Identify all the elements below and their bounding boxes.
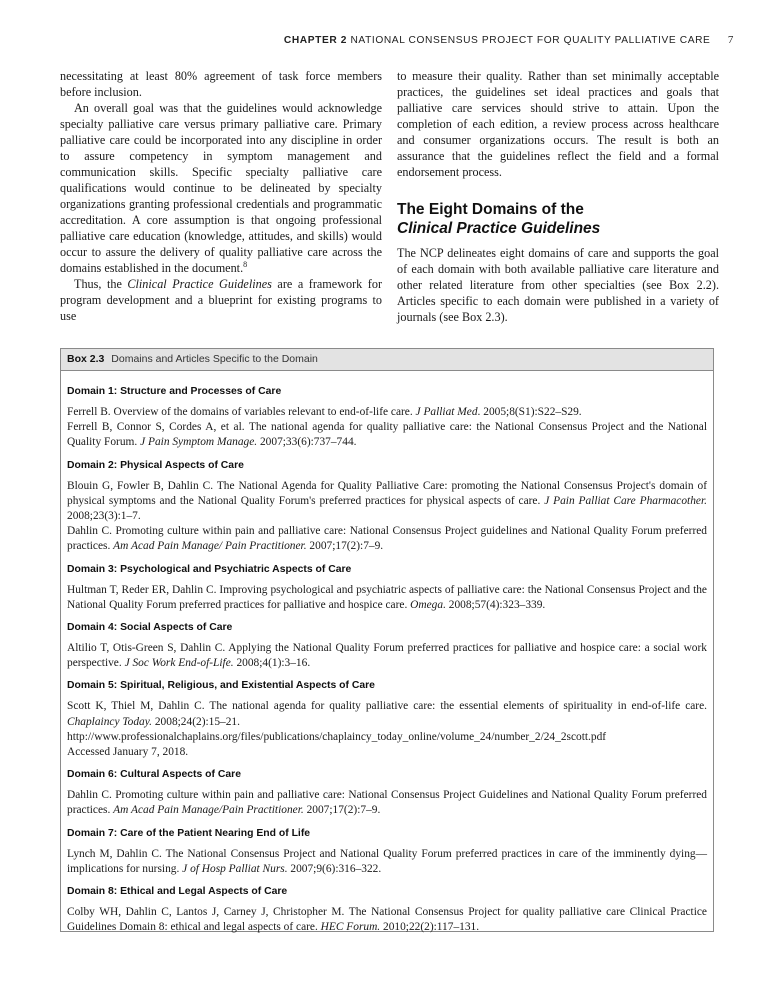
domain-section: [67, 768, 707, 818]
reference-text[interactable]: http://www.professionalchaplains.org/files/publications/chaplaincy_today_online/volume_24/number_2/24_2scott.pdf: [67, 730, 607, 743]
box-body: [61, 371, 713, 935]
citation-details: . 2005;8(S1):S22–S29.: [477, 406, 582, 418]
citation-details: 2007;17(2):7–9.: [303, 804, 381, 817]
domain-section: [67, 827, 707, 877]
citation-details: 2008;24(2):15–21.: [152, 715, 240, 728]
domain-title: Domain 5: Spiritual, Religious, and Existential Aspects of Care: [67, 680, 375, 692]
reference-entry: [67, 524, 707, 554]
reference-text: Dahlin C. Promoting culture within pain and palliative care: National Consensus Project guidelines and National Quality Forum preferred practices.: [67, 525, 707, 553]
section-heading-line-2: Clinical Practice Guidelines: [397, 220, 601, 237]
journal-name: HEC Forum.: [320, 921, 381, 934]
reference-text: Altilio T, Otis-Green S, Dahlin C. Applying the National Quality Forum preferred practices for palliative and hospice care: a social work perspective.: [67, 642, 707, 670]
citation-details: 2007;17(2):7–9.: [306, 540, 384, 553]
section-heading-line-1: The Eight Domains of the: [397, 201, 584, 218]
domain-title: Domain 7: Care of the Patient Nearing End of Life: [67, 827, 311, 839]
footnote-ref[interactable]: 8: [243, 259, 248, 269]
journal-name: J of Hosp Palliat Nurs.: [182, 862, 288, 875]
domain-title: Domain 3: Psychological and Psychiatric Aspects of Care: [67, 563, 352, 575]
journal-name: Omega.: [410, 598, 446, 611]
reference-text: Ferrell B, Connor S, Cordes A, et al. The national agenda for quality palliative care: the National Consensus Project and the National Quality Forum.: [67, 421, 707, 449]
reference-entry: [67, 583, 707, 613]
citation-details: 2007;33(6):737–744.: [257, 436, 357, 449]
right-paragraph-1: to measure their quality. Rather than set minimally acceptable practices, the guidelines set ideal practices and goals that palliative care services should strive to attain. Upon the completion of each edition, a review process across healthcare and consumer organizations occurs. The result is both an assurance that the guidelines reflect the field and a formal endorsement process.: [397, 69, 719, 179]
chapter-label: CHAPTER 2: [283, 35, 348, 46]
reference-text: Accessed January 7, 2018.: [67, 746, 189, 759]
domain-title: Domain 6: Cultural Aspects of Care: [67, 769, 241, 781]
reference-text: Dahlin C. Promoting culture within pain and palliative care: National Consensus Project Guidelines and National Quality Forum preferred practices.: [67, 789, 707, 817]
left-paragraph-2-text: An overall goal was that the guidelines would acknowledge specialty palliative care versus primary palliative care. Primary palliative care could be incorporated into any discipline in order to assure competency in symptom management and communication skills. Specific specialty palliative care qualifications would continue to be delineated by specialty organizations granting professional credentials and programmatic accreditation. A core assumption is that ongoing professional palliative care education (knowledge, attitudes, and skills) would occur to assure the delivery of quality palliative care across the domains established in the document.: [60, 101, 382, 275]
left-paragraph-3-pre: Thus, the: [74, 277, 128, 291]
right-column: [397, 68, 719, 325]
citation-details: 2008;4(1):3–16.: [233, 657, 311, 670]
domain-section: [67, 679, 707, 760]
left-paragraph-3-italic: Clinical Practice Guidelines: [127, 277, 272, 291]
domain-section: [67, 385, 707, 451]
box-caption: Domains and Articles Specific to the Domain: [111, 353, 318, 365]
reference-entry: [67, 745, 707, 760]
reference-text: Lynch M, Dahlin C. The National Consensus Project and National Quality Forum preferred practices in care of the imminently dying—implications for nursing.: [67, 847, 707, 875]
domain-title: Domain 8: Ethical and Legal Aspects of Care: [67, 886, 288, 898]
box-label: Box 2.3: [67, 353, 105, 365]
chapter-title: NATIONAL CONSENSUS PROJECT FOR QUALITY PALLIATIVE CARE: [350, 35, 711, 46]
reference-entry: [67, 405, 707, 420]
reference-text: Ferrell B. Overview of the domains of variables relevant to end-of-life care.: [67, 406, 416, 418]
reference-entry: [67, 905, 707, 935]
right-paragraph-2: The NCP delineates eight domains of care and supports the goal of each domain with both available palliative care literature and other related literature from other specialties (see Box 2.2). Articles specific to each domain were published in a variety of journals (see Box 2.3).: [397, 246, 719, 324]
reference-entry: [67, 699, 707, 729]
citation-details: 2010;22(2):117–131.: [380, 921, 480, 934]
reference-text: Colby WH, Dahlin C, Lantos J, Carney J, Christopher M. The National Consensus Project for quality palliative care Clinical Practice Guidelines Domain 8: ethical and legal aspects of care.: [67, 906, 707, 934]
citation-details: 2007;9(6):316–322.: [287, 862, 382, 875]
reference-entry: [67, 641, 707, 671]
journal-name: Am Acad Pain Manage/ Pain Practitioner.: [113, 540, 307, 553]
left-paragraph-3: [60, 276, 382, 324]
reference-text: Hultman T, Reder ER, Dahlin C. Improving psychological and psychiatric aspects of palliative care: the National Consensus Project and the National Quality Forum preferred practices for palliative and hospice care.: [67, 583, 707, 611]
left-paragraph-1: necessitating at least 80% agreement of task force members before inclusion.: [60, 69, 382, 99]
reference-entry: [67, 730, 707, 745]
domain-title: Domain 4: Social Aspects of Care: [67, 622, 233, 634]
reference-entry: [67, 479, 707, 525]
section-heading: [397, 200, 719, 238]
left-column: [60, 68, 382, 324]
journal-name: Chaplaincy Today.: [67, 715, 153, 728]
box-2-3: [60, 348, 714, 932]
domain-title: Domain 1: Structure and Processes of Care: [67, 386, 282, 397]
domain-section: [67, 885, 707, 935]
running-head: [34, 34, 734, 46]
reference-entry: [67, 788, 707, 818]
domain-section: [67, 563, 707, 613]
reference-text: Scott K, Thiel M, Dahlin C. The national agenda for quality palliative care: the essential elements of spirituality in end-of-life care.: [67, 700, 707, 713]
journal-name: J Soc Work End-of-Life.: [124, 657, 234, 670]
domain-section: [67, 621, 707, 671]
page-number: 7: [727, 34, 734, 46]
citation-details: 2008;57(4):323–339.: [445, 598, 546, 611]
reference-entry: [67, 847, 707, 877]
reference-text: Blouin G, Fowler B, Dahlin C. The National Agenda for Quality Palliative Care: promoting the National Consensus Project's domain of physical symptoms and the National Quality Forum's preferred practices for physical aspects of care.: [67, 479, 707, 507]
box-title: [61, 349, 713, 371]
journal-name: J Pain Palliat Care Pharmacother.: [544, 494, 707, 507]
journal-name: J Palliat Med: [415, 406, 478, 418]
journal-name: Am Acad Pain Manage/Pain Practitioner.: [113, 804, 304, 817]
journal-name: J Pain Symptom Manage.: [140, 436, 258, 449]
left-paragraph-2: [60, 100, 382, 276]
domain-title: Domain 2: Physical Aspects of Care: [67, 459, 244, 471]
domain-section: [67, 459, 707, 555]
citation-details: 2008;23(3):1–7.: [67, 510, 141, 523]
left-paragraph-3-post: are a framework for program development and a blueprint for existing programs to use: [60, 277, 382, 323]
reference-entry: [67, 420, 707, 450]
